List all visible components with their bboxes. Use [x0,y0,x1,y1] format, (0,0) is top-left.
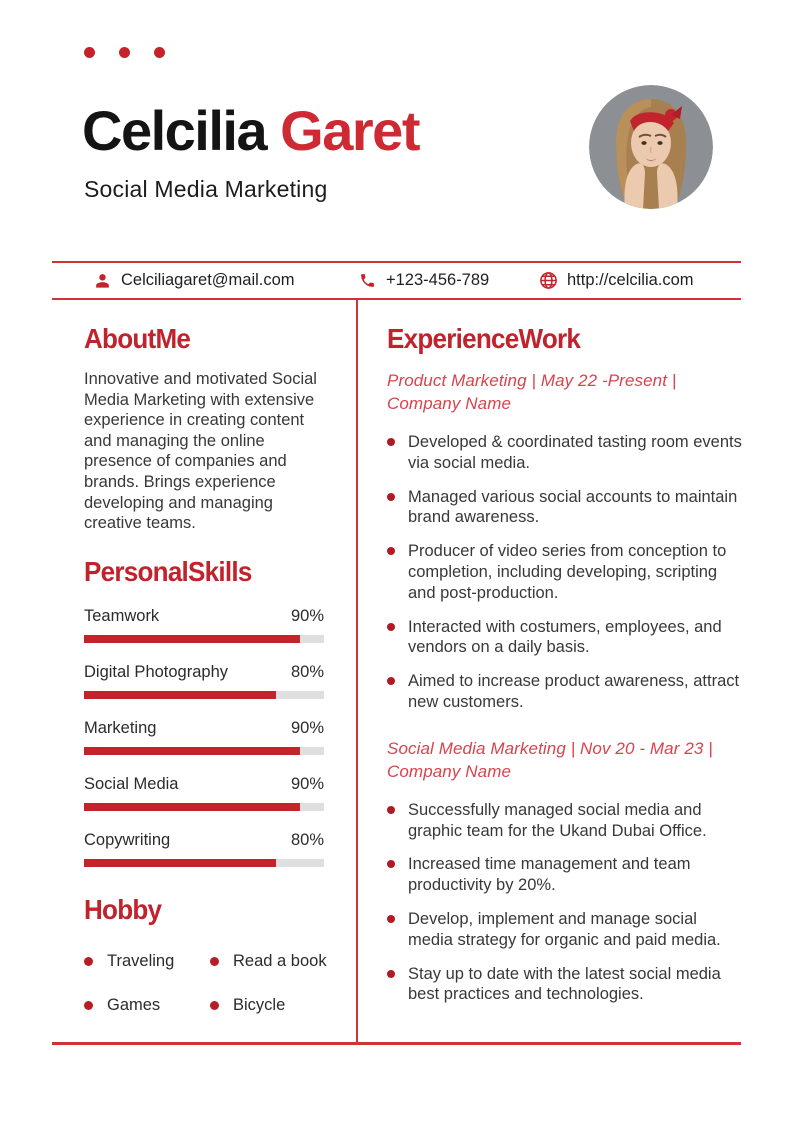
person-icon [93,271,112,290]
bullet-text: Managed various social accounts to maintain brand awareness. [408,487,738,527]
bullet-item [387,964,743,1006]
decor-dot [84,47,95,58]
skill-bar-track [84,803,324,811]
job-bullets [387,432,743,713]
portrait-illustration [589,85,713,209]
bullet-dot-icon [387,547,395,555]
phone-text: +123-456-789 [386,271,490,289]
job-title: Social Media Marketing | Nov 20 - Mar 23 | Company Name [387,738,713,781]
skill-row [84,606,324,643]
skill-bar-track [84,635,324,643]
bullet-text: Aimed to increase product awareness, attract new customers. [408,672,740,711]
hobby-label: Traveling [107,952,175,970]
bullet-dot-icon [387,915,395,923]
bullet-dot-icon [387,677,395,685]
skill-label: Copywriting [84,831,171,849]
contact-website[interactable] [539,263,694,298]
bullet-text: Develop, implement and manage social media strategy for organic and paid media. [408,909,721,949]
bullet-text: Interacted with costumers, employees, and vendors on a daily basis. [408,617,722,657]
email-text: Celciliagaret@mail.com [121,271,295,289]
bullet-text: Increased time management and team productivity by 20%. [408,855,691,895]
bullet-dot-icon [210,957,219,966]
bullet-dot-icon [387,493,395,501]
bullet-text: Developed & coordinated tasting room events via social media. [408,433,742,472]
skill-label: Marketing [84,719,157,737]
contact-phone[interactable] [358,263,489,298]
vertical-divider [356,300,358,1042]
skill-row [84,774,324,811]
hobby-section [84,894,346,1015]
skill-row [84,662,324,699]
skill-percent: 90% [290,775,324,793]
skill-label: Digital Photography [84,663,229,681]
hobby-item [210,996,346,1015]
bullet-text: Stay up to date with the latest social media best practices and technologies. [408,964,721,1004]
about-text: Innovative and motivated Social Media Marketing with extensive experience in creating content and managing the online presence of companies and brands. Brings experience developing and managing creative teams. [84,370,317,533]
skill-bar-fill [84,859,276,867]
bullet-dot-icon [387,438,395,446]
job-bullets [387,800,743,1005]
skill-percent: 90% [290,607,324,625]
experience-section [387,323,743,1018]
skill-label: Teamwork [84,607,160,625]
bullet-text: Successfully managed social media and graphic team for the Ukand Dubai Office. [408,800,707,840]
skills-section [84,556,324,886]
skill-bar-track [84,859,324,867]
bullet-dot-icon [84,1001,93,1010]
person-name [82,98,419,163]
first-name: Celcilia [82,99,281,162]
bullet-item [387,541,743,603]
decor-dot [154,47,165,58]
hobby-list [84,952,346,1015]
decor-dots [84,47,165,58]
bullet-dot-icon [210,1001,219,1010]
skill-list [84,606,324,867]
contact-bar [52,261,741,300]
skill-percent: 80% [290,663,324,681]
skill-percent: 90% [290,719,324,737]
hobby-label: Read a book [233,952,327,970]
hobby-item [84,996,210,1015]
experience-heading: Experience Work [387,323,581,354]
job-title: Product Marketing | May 22 -Present | Company Name [387,371,677,413]
job-subtitle: Social Media Marketing [84,176,328,202]
globe-icon [539,271,558,290]
website-text: http://celcilia.com [567,271,694,289]
skill-percent: 80% [290,831,324,849]
about-section [84,323,332,534]
skill-bar-fill [84,635,300,643]
bullet-item [387,671,743,713]
hobby-item [210,952,346,971]
skill-bar-track [84,691,324,699]
bullet-item [387,617,743,659]
bullet-dot-icon [387,860,395,868]
phone-icon [358,271,377,290]
skill-row [84,718,324,755]
bullet-item [387,487,743,529]
bottom-rule [52,1042,741,1045]
hobby-item [84,952,210,971]
hobby-label: Games [107,996,161,1014]
about-heading: About Me [84,323,191,354]
decor-dot [119,47,130,58]
bullet-item [387,432,743,474]
bullet-dot-icon [387,970,395,978]
bullet-text: Producer of video series from conception to completion, including developing, scripting and post-production. [408,542,727,602]
bullet-item [387,854,743,896]
bullet-dot-icon [387,623,395,631]
bullet-dot-icon [84,957,93,966]
bullet-dot-icon [387,806,395,814]
hobby-label: Bicycle [233,996,286,1014]
skill-bar-fill [84,803,300,811]
profile-photo [589,85,713,209]
skills-heading: Personal Skills [84,556,252,587]
hobby-heading: Hobby [84,894,162,925]
last-name: Garet [280,99,419,162]
bullet-item [387,909,743,951]
contact-email[interactable] [93,263,295,298]
bullet-item [387,800,743,842]
skill-bar-fill [84,691,276,699]
skill-label: Social Media [84,775,179,793]
skill-bar-fill [84,747,300,755]
skill-row [84,830,324,867]
skill-bar-track [84,747,324,755]
